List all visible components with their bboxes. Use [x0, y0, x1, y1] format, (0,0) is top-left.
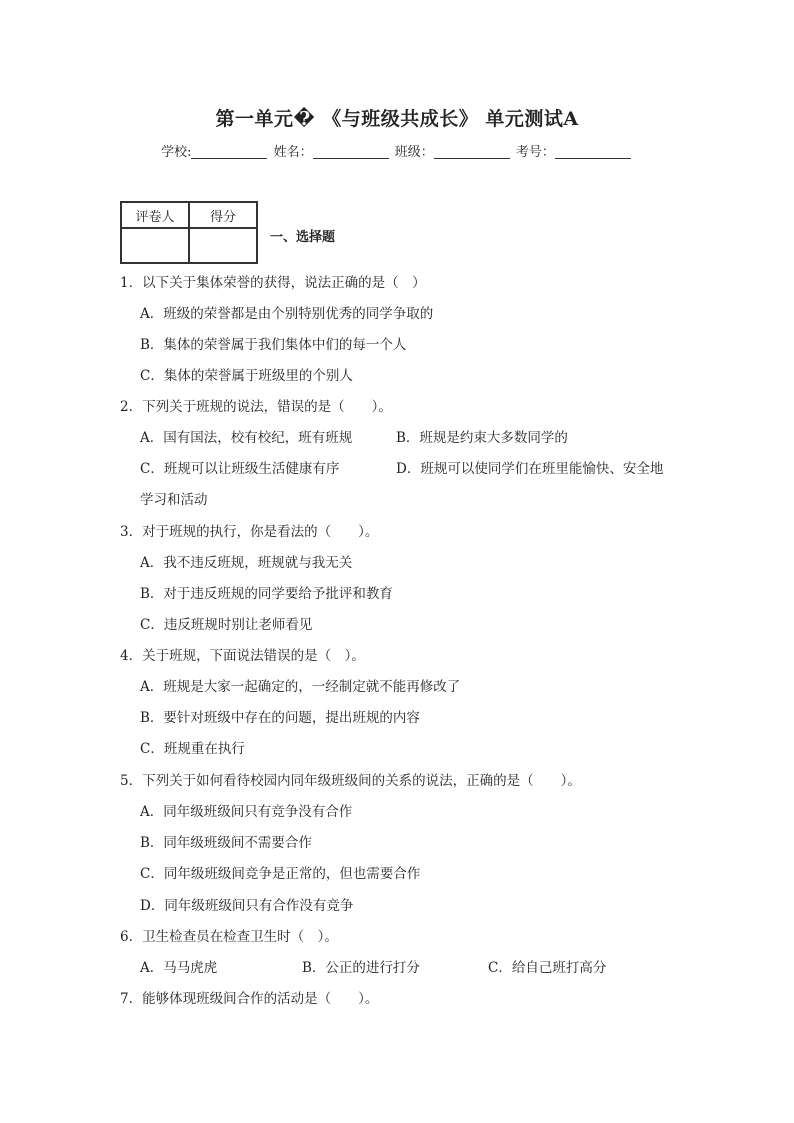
question-3-option-b: B．对于违反班规的同学要给予批评和教育 — [140, 586, 393, 602]
score-cell — [189, 228, 257, 263]
name-blank — [313, 144, 389, 159]
question-4-option-b: B．要针对班级中存在的问题，提出班规的内容 — [140, 710, 420, 726]
question-2-option-b: B．班规是约束大多数同学的 — [396, 430, 568, 446]
question-1-option-a: A．班级的荣誉都是由个别特别优秀的同学争取的 — [140, 306, 434, 322]
question-6-stem: 6．卫生检查员在检查卫生时（ ）。 — [120, 929, 338, 945]
question-3-stem: 3．对于班规的执行，你是看法的（ ）。 — [120, 524, 379, 540]
question-4-stem: 4．关于班规，下面说法错误的是（ ）。 — [120, 648, 365, 664]
question-6-option-b: B．公正的进行打分 — [302, 960, 420, 976]
score-header: 得分 — [189, 202, 257, 228]
question-3-option-c: C．违反班规时别让老师看见 — [140, 617, 313, 633]
question-1-option-c: C．集体的荣誉属于班级里的个别人 — [140, 368, 353, 384]
question-5-option-d: D．同年级班级间只有合作没有竞争 — [140, 898, 354, 914]
score-table — [120, 201, 258, 264]
question-1-stem: 1．以下关于集体荣誉的获得，说法正确的是（ ） — [120, 275, 426, 291]
question-2-stem: 2．下列关于班规的说法，错误的是（ ）。 — [120, 399, 392, 415]
grader-cell — [121, 228, 189, 263]
question-5-option-c: C．同年级班级间竞争是正常的，但也需要合作 — [140, 866, 421, 882]
question-2-option-c: C．班规可以让班级生活健康有序 — [140, 461, 340, 477]
class-label: 班级： — [394, 145, 434, 160]
school-label: 学校: — [161, 145, 192, 160]
question-1-option-b: B．集体的荣誉属于我们集体中们的每一个人 — [140, 337, 407, 353]
question-6-option-c: C．给自己班打高分 — [488, 960, 607, 976]
question-3-option-a: A．我不违反班规，班规就与我无关 — [140, 555, 353, 571]
class-blank — [434, 144, 510, 159]
question-5-option-a: A．同年级班级间只有竞争没有合作 — [140, 804, 353, 820]
question-2-option-a: A．国有国法，校有校纪，班有班规 — [140, 430, 353, 446]
exam-no-label: 考号： — [515, 145, 555, 160]
grader-header: 评卷人 — [121, 202, 189, 228]
question-7-stem: 7．能够体现班级间合作的活动是（ ）。 — [120, 991, 379, 1007]
question-5-stem: 5．下列关于如何看待校园内同年级班级间的关系的说法，正确的是（ ）。 — [120, 773, 581, 789]
question-4-option-c: C．班规重在执行 — [140, 741, 245, 757]
question-5-option-b: B．同年级班级间不需要合作 — [140, 835, 312, 851]
section-title: 一、选择题 — [270, 230, 336, 245]
page-title: 第一单元� 《与班级共成长》 单元测试A — [215, 108, 579, 130]
question-2-option-d-continued: 学习和活动 — [140, 492, 208, 508]
school-blank — [191, 144, 267, 159]
question-4-option-a: A．班规是大家一起确定的，一经制定就不能再修改了 — [140, 679, 461, 695]
question-6-option-a: A．马马虎虎 — [140, 960, 218, 976]
question-2-option-d: D．班规可以使同学们在班里能愉快、安全地 — [396, 461, 664, 477]
exam-no-blank — [555, 144, 631, 159]
student-info-line — [0, 141, 794, 160]
name-label: 姓名： — [273, 145, 313, 160]
